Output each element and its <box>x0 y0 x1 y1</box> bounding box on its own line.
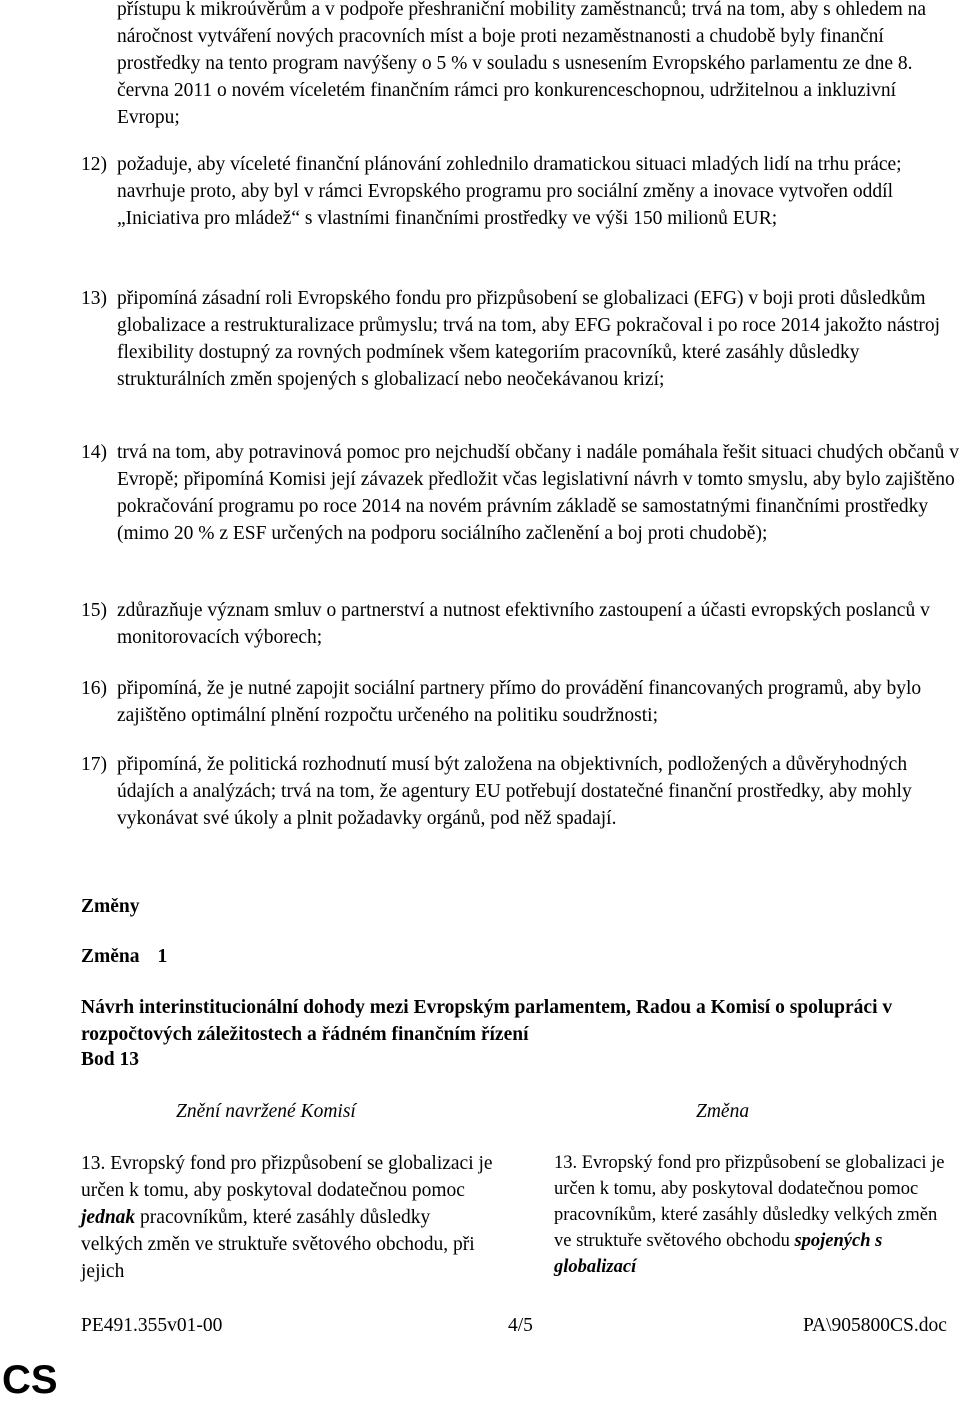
item-text: zdůrazňuje význam smluv o partnerství a nutnost efektivního zastoupení a účasti evropských poslanců v monitorovacích výborech; <box>117 600 930 648</box>
item-text: připomíná, že je nutné zapojit sociální partnery přímo do provádění financovaných programů, aby bylo zajištěno optimální plnění rozpočtu určeného na politiku soudržnosti; <box>117 678 922 726</box>
amendment-number: 1 <box>157 946 168 967</box>
item-number: 15) <box>81 600 107 621</box>
item-text: trvá na tom, aby potravinová pomoc pro nejchudší občany i nadále pomáhala řešit situaci chudých občanů v Evropě; připomíná Komisi její závazek předložit včas legislativní návrh v tomto smyslu, aby bylo zajištěno pokračování programu po roce 2014 na novém právním základě se samostatnými finančními prostředky (mimo 20 % z ESF určených na podporu sociálního začlenění a boj proti chudobě); <box>117 442 960 544</box>
language-code: CS <box>2 1358 58 1402</box>
item-number: 12) <box>81 154 107 175</box>
col-right-text: 13. Evropský fond pro přizpůsobení se globalizaci je určen k tomu, aby poskytoval dodatečnou pomoc pracovníkům, které zasáhly důsledky velkých změn ve struktuře světového obchodu spojených s globalizací <box>554 1153 945 1277</box>
intro-paragraph: přístupu k mikroúvěrům a v podpoře přeshraniční mobility zaměstnanců; trvá na tom, aby s ohledem na náročnost vytváření nových pracovních míst a boje proti nezaměstnanosti a chudobě byly finanční prostředky na tento program navýšeny o 5 % v souladu s usnesením Evropského parlamentu ze dne 8. června 2011 o novém víceletém finančním rámci pro konkurenceschopnou, udržitelnou a inkluzivní Evropu; <box>117 0 927 128</box>
amendment-label: Změna <box>81 946 140 967</box>
col-right-heading: Změna <box>696 1101 750 1122</box>
emphasis-text: jednak <box>81 1207 136 1228</box>
item-number: 16) <box>81 678 107 699</box>
col-left-heading: Znění navržené Komisí <box>176 1101 356 1122</box>
item-number: 17) <box>81 754 107 775</box>
item-number: 14) <box>81 442 107 463</box>
col-left-text: 13. Evropský fond pro přizpůsobení se globalizaci je určen k tomu, aby poskytoval dodatečnou pomoc jednak pracovníkům, které zasáhly důsledky velkých změn ve struktuře světového obchodu, při jejich <box>81 1153 493 1282</box>
point-reference: Bod 13 <box>81 1049 139 1070</box>
amendment-heading <box>81 943 167 970</box>
footer-file: PA\905800CS.doc <box>803 1315 947 1336</box>
footer-doc-ref: PE491.355v01-00 <box>81 1315 223 1336</box>
item-number: 13) <box>81 288 107 309</box>
emphasis-text: spojených s globalizací <box>554 1231 883 1277</box>
item-text: požaduje, aby víceleté finanční plánování zohlednilo dramatickou situaci mladých lidí na trhu práce; navrhuje proto, aby byl v rámci Evropského programu pro sociální změny a inovace vytvořen oddíl „Iniciativa pro mládež“ s vlastními finančními prostředky ve výši 150 milionů EUR; <box>117 154 902 229</box>
item-text: připomíná zásadní roli Evropského fondu pro přizpůsobení se globalizaci (EFG) v boji proti důsledkům globalizace a restrukturalizace průmyslu; trvá na tom, aby EFG pokračoval i po roce 2014 jakožto nástroj flexibility dostupný za rovných podmínek všem kategoriím pracovníků, které zasáhly důsledky strukturálních změn spojených s globalizací nebo neočekávanou krizí; <box>117 288 941 390</box>
item-text: připomíná, že politická rozhodnutí musí být založena na objektivních, podložených a důvěryhodných údajích a analýzách; trvá na tom, že agentury EU potřebují dostatečné finanční prostředky, aby mohly vykonávat své úkoly a plnit požadavky orgánů, pod něž spadají. <box>117 754 912 829</box>
proposal-title: Návrh interinstitucionální dohody mezi Evropským parlamentem, Radou a Komisí o spolupráci v rozpočtových záležitostech a řádném finančním řízení <box>81 997 893 1045</box>
footer-page: 4/5 <box>508 1315 533 1336</box>
section-title: Změny <box>81 896 140 917</box>
